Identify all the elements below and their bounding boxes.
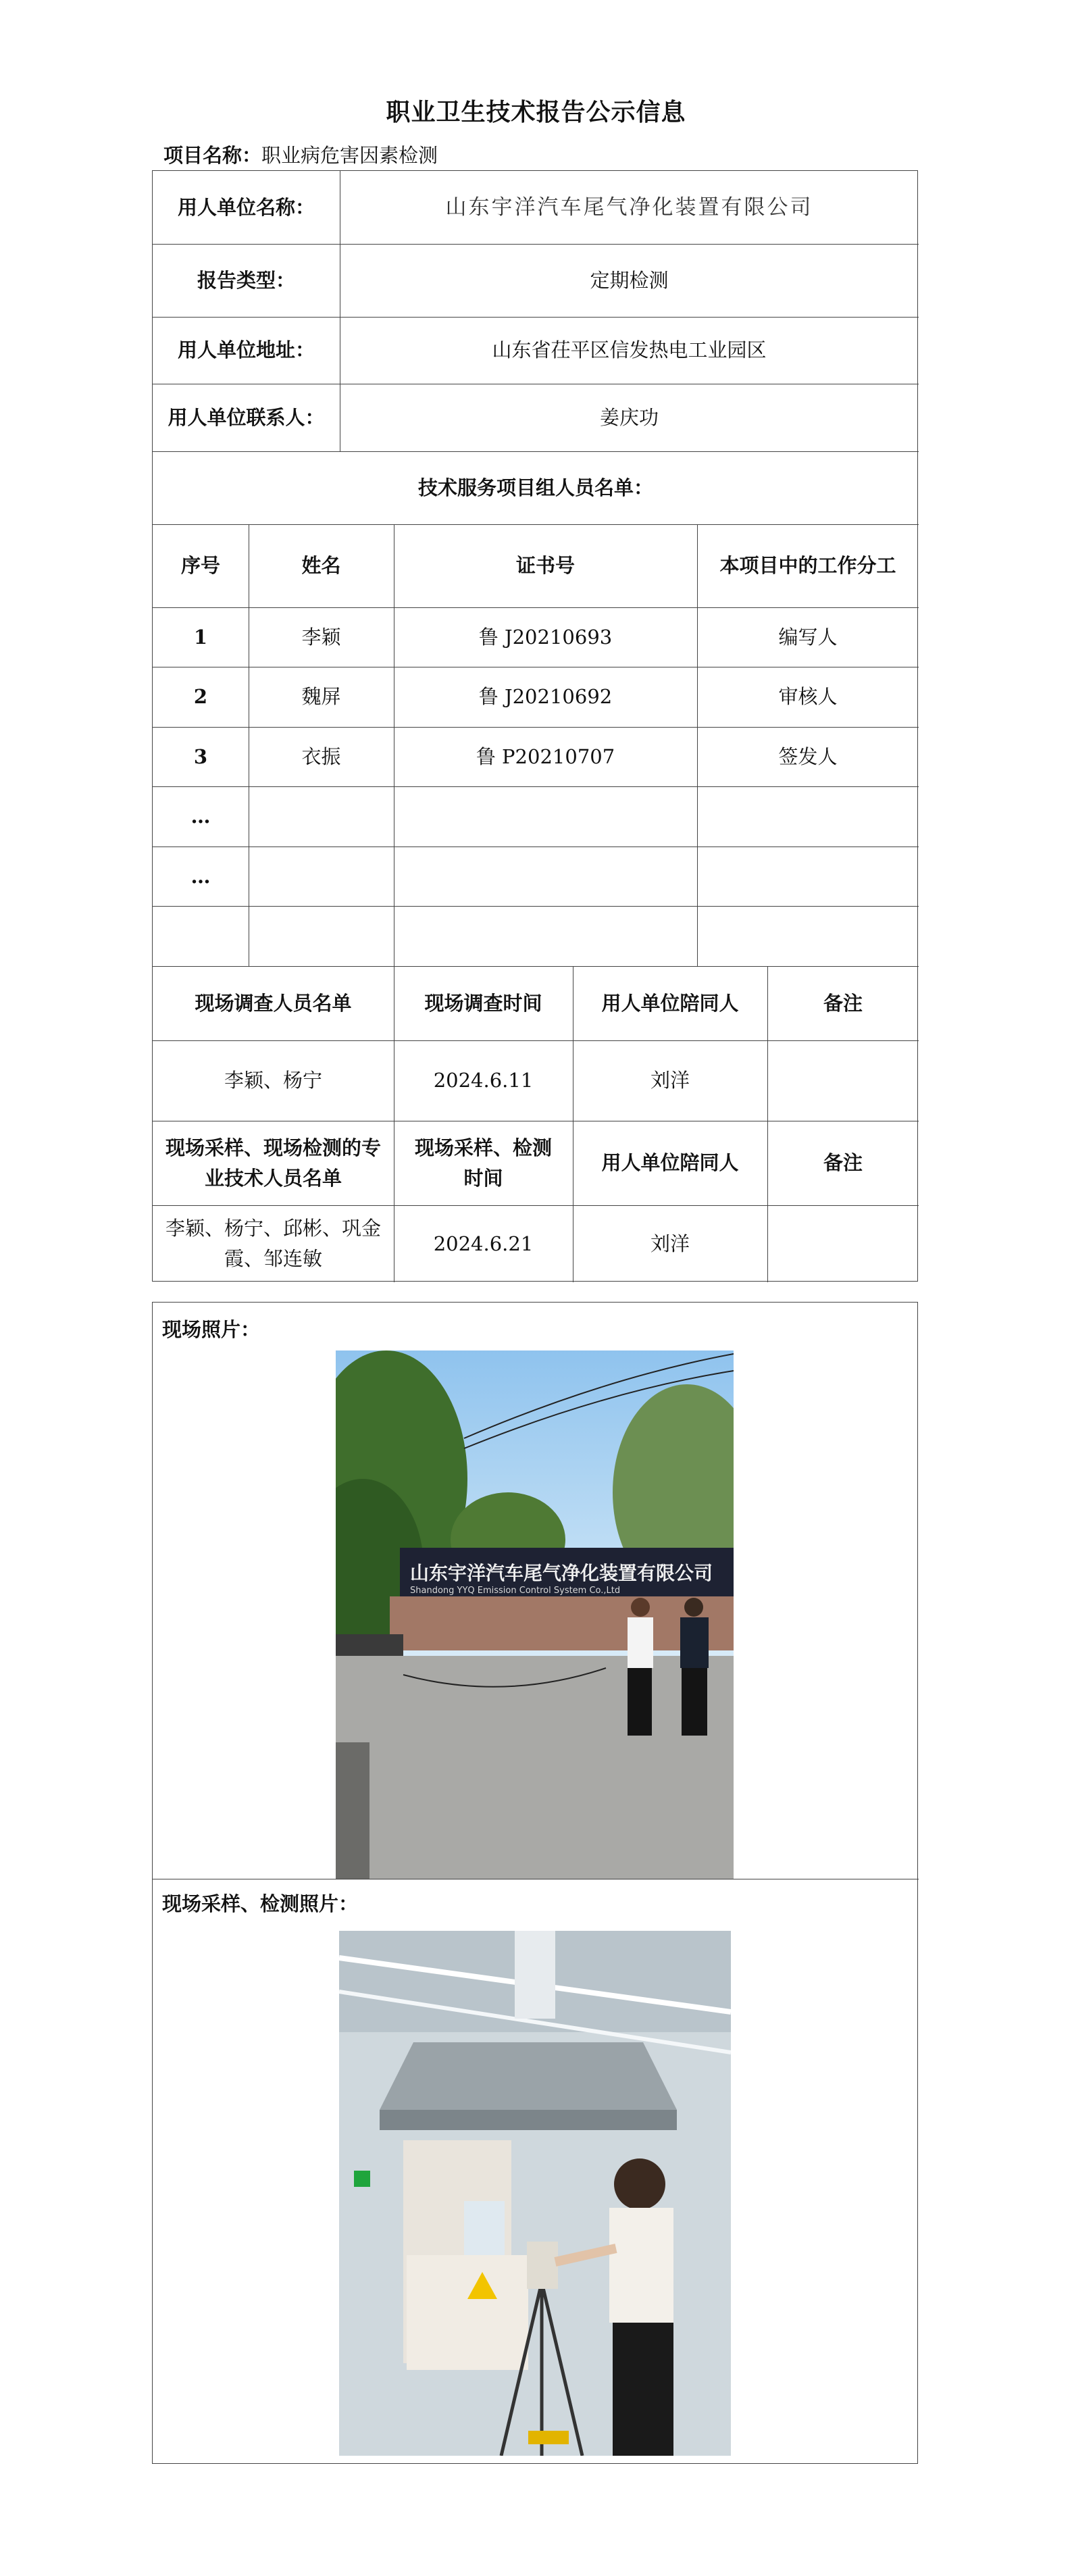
team-heading: 技术服务项目组人员名单： xyxy=(417,476,653,499)
sign-subtext: Shandong YYQ Emission Control System Co.,Ltd xyxy=(410,1586,621,1596)
team-row-role: 审核人 xyxy=(778,685,838,709)
team-col-role: 本项目中的工作分工 xyxy=(719,554,896,578)
company-address-value: 山东省茌平区信发热电工业园区 xyxy=(492,338,767,362)
survey-col-note: 备注 xyxy=(823,991,863,1015)
survey-col-names: 现场调查人员名单 xyxy=(195,991,352,1015)
project-line xyxy=(163,141,438,168)
survey-note xyxy=(767,1040,919,1121)
team-row-no xyxy=(153,906,249,966)
sampling-escort: 刘洋 xyxy=(650,1232,690,1255)
survey-date: 2024.6.11 xyxy=(433,1069,534,1092)
sampling-photo xyxy=(339,1931,731,2456)
sampling-date: 2024.6.21 xyxy=(433,1232,534,1255)
team-row-role: 签发人 xyxy=(778,744,838,768)
contact-label: 用人单位联系人： xyxy=(168,405,325,429)
project-label: 项目名称： xyxy=(163,144,262,167)
team-row-no: … xyxy=(190,805,211,828)
team-row-no: 2 xyxy=(193,685,208,709)
team-row-no: 3 xyxy=(193,744,208,768)
sampling-col-note: 备注 xyxy=(823,1151,863,1175)
survey-escort: 刘洋 xyxy=(650,1069,690,1092)
team-row-no: 1 xyxy=(193,625,208,649)
sampling-col-escort: 用人单位陪同人 xyxy=(601,1151,739,1175)
report-info-table xyxy=(152,170,918,1282)
sampling-col-date: 现场采样、检测时间 xyxy=(414,1136,552,1190)
survey-col-escort: 用人单位陪同人 xyxy=(601,991,739,1015)
sampling-photo-label: 现场采样、检测照片： xyxy=(162,1892,359,1915)
sampling-note xyxy=(767,1205,919,1282)
project-value: 职业病危害因素检测 xyxy=(261,144,438,167)
team-col-cert: 证书号 xyxy=(515,554,575,578)
contact-value: 姜庆功 xyxy=(599,405,659,429)
site-photo-label: 现场照片： xyxy=(162,1318,261,1341)
team-row-role: 编写人 xyxy=(778,625,838,649)
team-col-name: 姓名 xyxy=(301,554,341,578)
survey-names: 李颖、杨宁 xyxy=(224,1069,322,1092)
team-row-cert: 鲁 P20210707 xyxy=(476,744,615,768)
page-title: 职业卫生技术报告公示信息 xyxy=(386,98,686,126)
survey-col-date: 现场调查时间 xyxy=(424,991,542,1015)
report-type-label: 报告类型： xyxy=(197,268,295,292)
sign-text: 山东宇洋汽车尾气净化装置有限公司 xyxy=(410,1562,713,1584)
team-col-no: 序号 xyxy=(180,554,220,578)
report-type-value: 定期检测 xyxy=(590,268,669,292)
company-name-value: 山东宇洋汽车尾气净化装置有限公司 xyxy=(445,195,813,220)
site-photo xyxy=(336,1350,734,1879)
team-row-name: 衣振 xyxy=(301,744,341,768)
team-row-no: … xyxy=(190,864,211,888)
team-row-cert: 鲁 J20210692 xyxy=(478,685,613,709)
company-name-label: 用人单位名称： xyxy=(177,195,315,219)
company-address-label: 用人单位地址： xyxy=(177,338,315,362)
team-row-name: 李颖 xyxy=(301,625,341,649)
sampling-col-names: 现场采样、现场检测的专业技术人员名单 xyxy=(165,1136,381,1190)
team-row-name: 魏屏 xyxy=(301,685,341,709)
sampling-names: 李颖、杨宁、邱彬、巩金霞、邹连敏 xyxy=(165,1217,381,1270)
team-row-cert: 鲁 J20210693 xyxy=(478,625,613,649)
